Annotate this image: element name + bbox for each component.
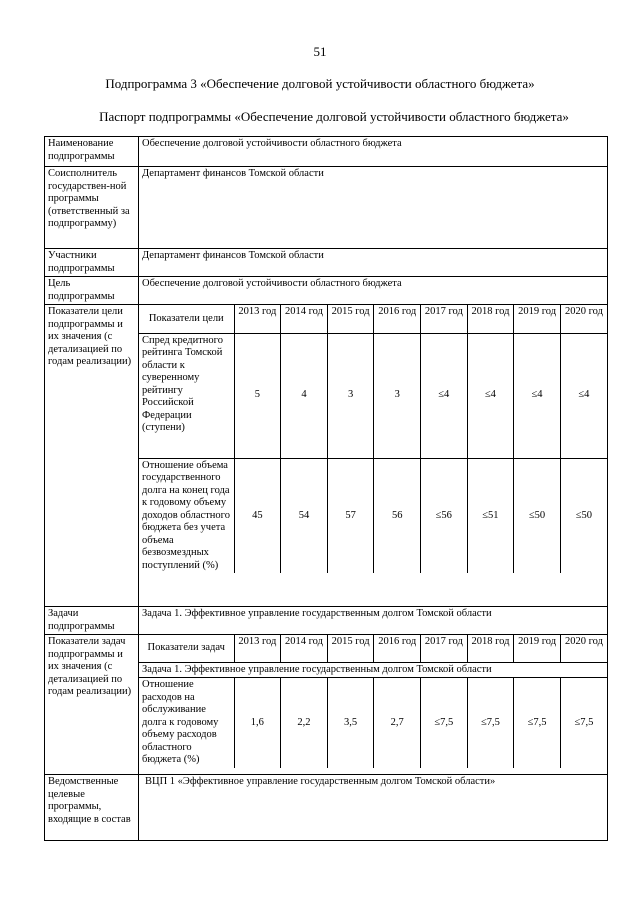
task-title: Задача 1. Эффективное управление государственным долгом Томской области bbox=[139, 662, 607, 678]
indicator-value: ≤7,5 bbox=[467, 678, 514, 768]
row-value: Департамент финансов Томской области bbox=[139, 249, 608, 277]
indicator-value: 2,7 bbox=[374, 678, 421, 768]
indicator-value: ≤50 bbox=[514, 458, 561, 573]
passport-title: Паспорт подпрограммы «Обеспечение долговой устойчивости областного бюджета» bbox=[99, 109, 569, 124]
row-value: Обеспечение долговой устойчивости областного бюджета bbox=[139, 137, 608, 167]
indicator-value: ≤4 bbox=[560, 333, 607, 458]
indicator-name: Отношение объема государственного долга на конец года к годовому объему доходов областного бюджета без учета объема безвозмездных поступлений (%) bbox=[139, 458, 234, 573]
year-header: 2018 год bbox=[467, 635, 514, 662]
row-label: Показатели цели подпрограммы и их значения (с детализацией по годам реализации) bbox=[45, 305, 139, 607]
indicator-value: ≤7,5 bbox=[560, 678, 607, 768]
row-task-indicators bbox=[45, 635, 608, 775]
row-programs bbox=[45, 775, 608, 841]
year-header: 2017 год bbox=[421, 305, 468, 333]
goal-indicators-header bbox=[139, 305, 607, 333]
row-goal-indicators bbox=[45, 305, 608, 607]
indicator-value: ≤51 bbox=[467, 458, 514, 573]
page-number: 51 bbox=[313, 44, 327, 59]
row-label: Участники подпрограммы bbox=[45, 249, 139, 277]
indicator-value: 45 bbox=[234, 458, 281, 573]
indicator-value: ≤7,5 bbox=[514, 678, 561, 768]
year-header: 2015 год bbox=[327, 305, 374, 333]
row-label: Задачи подпрограммы bbox=[45, 607, 139, 635]
year-header: 2016 год bbox=[374, 635, 421, 662]
year-header: 2016 год bbox=[374, 305, 421, 333]
row-value: Обеспечение долговой устойчивости областного бюджета bbox=[139, 277, 608, 305]
indicator-value: ≤7,5 bbox=[421, 678, 468, 768]
indicator-row bbox=[139, 678, 607, 768]
indicator-value: ≤4 bbox=[421, 333, 468, 458]
year-header: 2015 год bbox=[327, 635, 374, 662]
indicator-value: ≤56 bbox=[421, 458, 468, 573]
year-header: 2020 год bbox=[560, 635, 607, 662]
indicator-value: 57 bbox=[327, 458, 374, 573]
row-label: Соисполнитель государствен-ной программы (ответственный за подпрограмму) bbox=[45, 167, 139, 249]
indicator-value: 4 bbox=[281, 333, 328, 458]
indicator-row bbox=[139, 458, 607, 573]
row-tasks bbox=[45, 607, 608, 635]
indicator-value: 3,5 bbox=[327, 678, 374, 768]
task-indicators-table bbox=[139, 635, 607, 768]
row-label: Показатели задач подпрограммы и их значения (с детализацией по годам реализации) bbox=[45, 635, 139, 775]
year-header: 2013 год bbox=[234, 305, 281, 333]
indicator-value: 2,2 bbox=[281, 678, 328, 768]
indicator-value: 3 bbox=[327, 333, 374, 458]
goal-indicators-cell bbox=[139, 305, 608, 607]
row-name bbox=[45, 137, 608, 167]
indicator-row bbox=[139, 333, 607, 458]
row-label: Ведомственные целевые программы, входящие в состав bbox=[45, 775, 139, 841]
row-participants bbox=[45, 249, 608, 277]
passport-table bbox=[44, 136, 608, 841]
indicator-name: Спред кредитного рейтинга Томской области к суверенному рейтингу Российской Федерации (ступени) bbox=[139, 333, 234, 458]
year-header: 2017 год bbox=[421, 635, 468, 662]
year-header: 2019 год bbox=[514, 635, 561, 662]
row-value: Департамент финансов Томской области bbox=[139, 167, 608, 249]
year-header: 2019 год bbox=[514, 305, 561, 333]
indicator-value: ≤4 bbox=[467, 333, 514, 458]
task-indicators-header bbox=[139, 635, 607, 662]
subprogram-title: Подпрограмма 3 «Обеспечение долговой устойчивости областного бюджета» bbox=[105, 76, 535, 91]
row-goal bbox=[45, 277, 608, 305]
indicator-value: 1,6 bbox=[234, 678, 281, 768]
indicator-value: ≤4 bbox=[514, 333, 561, 458]
indicator-name: Отношение расходов на обслуживание долга к годовому объему расходов областного бюджета (%) bbox=[139, 678, 234, 768]
row-value: ВЦП 1 «Эффективное управление государственным долгом Томской области» bbox=[139, 775, 608, 841]
row-coexecutor bbox=[45, 167, 608, 249]
year-header: 2013 год bbox=[234, 635, 281, 662]
task-indicators-cell bbox=[139, 635, 608, 775]
row-label: Цель подпрограммы bbox=[45, 277, 139, 305]
row-value: Задача 1. Эффективное управление государственным долгом Томской области bbox=[139, 607, 608, 635]
task-title-row bbox=[139, 662, 607, 678]
goal-indicators-table bbox=[139, 305, 607, 573]
year-header: 2014 год bbox=[281, 635, 328, 662]
indicators-header: Показатели цели bbox=[139, 305, 234, 333]
year-header: 2014 год bbox=[281, 305, 328, 333]
row-label: Наименование подпрограммы bbox=[45, 137, 139, 167]
year-header: 2020 год bbox=[560, 305, 607, 333]
indicators-header: Показатели задач bbox=[139, 635, 234, 662]
indicator-value: 3 bbox=[374, 333, 421, 458]
indicator-value: 54 bbox=[281, 458, 328, 573]
indicator-value: 5 bbox=[234, 333, 281, 458]
year-header: 2018 год bbox=[467, 305, 514, 333]
indicator-value: 56 bbox=[374, 458, 421, 573]
indicator-value: ≤50 bbox=[560, 458, 607, 573]
